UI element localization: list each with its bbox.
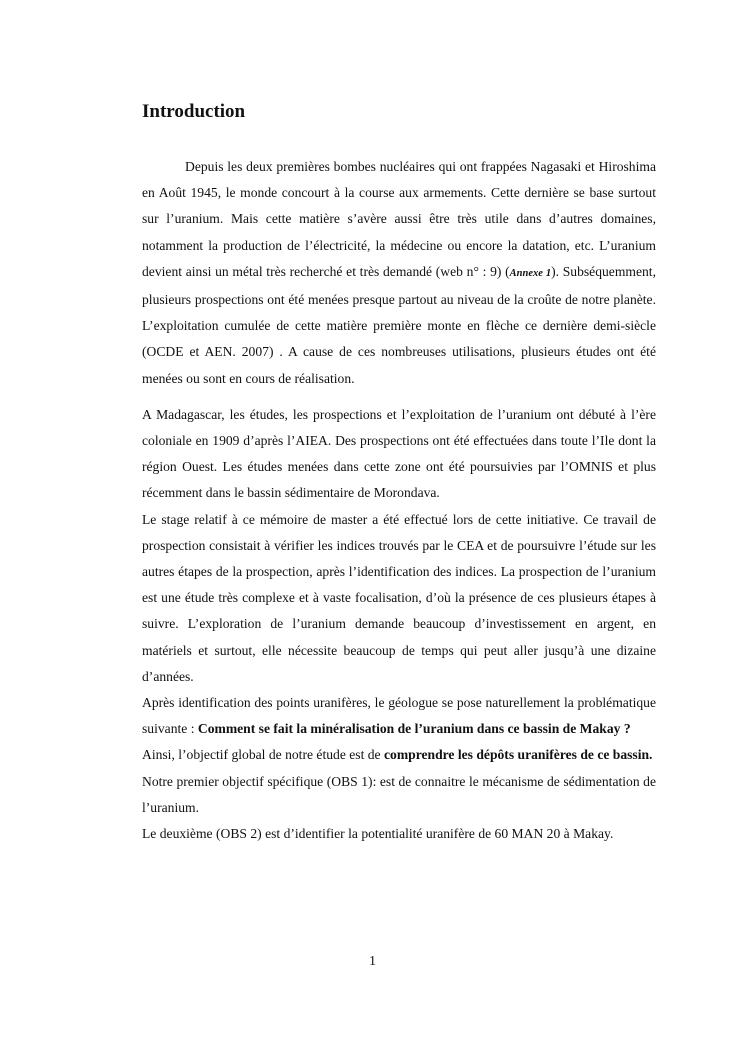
objectif-global-text: Ainsi, l’objectif global de notre étude est de	[142, 747, 384, 763]
paragraph-objectif-global	[142, 742, 656, 768]
page-number: 1	[369, 954, 376, 969]
section-heading: Introduction	[142, 101, 246, 122]
paragraph-intro-text-1: Depuis les deux premières bombes nucléaires qui ont frappées Nagasaki et Hiroshima en Août 1945, le monde concourt à la course aux armements. Cette dernière se base surtout sur l’uranium. Mais cette matière s’avère aussi être très utile dans d’autres domaines, notamment la production de l’électricité, la médecine ou encore la datation, etc. L’uranium devient ainsi un métal très recherché et très demandé (web n° : 9) (	[142, 159, 656, 279]
paragraph-intro	[142, 154, 656, 392]
problematique-text: Après identification des points uranifères, le géologue se pose naturellement la problématique suivante :	[142, 695, 656, 737]
problematique-question: Comment se fait la minéralisation de l’uranium dans ce bassin de Makay ?	[197, 721, 631, 737]
paragraph-intro-text-2: ). Subséquemment, plusieurs prospections ont été menées presque partout au niveau de la croûte de notre planète. L’exploitation cumulée de cette matière première monte en flèche ce dernière demi-siècle (OCDE et AEN. 2007) . A cause de ces nombreuses utilisations, plusieurs études ont été menées ou sont en cours de réalisation.	[142, 263, 656, 386]
objectif-global-bold: comprendre les dépôts uranifères de ce bassin.	[383, 747, 653, 763]
paragraph-madagascar: A Madagascar, les études, les prospections et l’exploitation de l’uranium ont débuté à l’ère coloniale en 1909 d’après l’AIEA. Des prospections ont été effectuées dans toute l’Ile dont la région Ouest. Les études menées dans cette zone ont été poursuivies par l’OMNIS et plus récemment dans le bassin sédimentaire de Morondava.	[142, 406, 656, 501]
paragraph-stage: Le stage relatif à ce mémoire de master a été effectué lors de cette initiative. Ce travail de prospection consistait à vérifier les indices trouvés par le CEA et de poursuivre l’étude sur les autres étapes de la prospection, après l’identification des indices. La prospection de l’uranium est une étude très complexe et à vaste focalisation, d’où la présence de ces plusieurs étapes à suivre. L’exploration de l’uranium demande beaucoup d’investissement en argent, en matériels et surtout, elle nécessite beaucoup de temps qui peut aller jusqu’à une dizaine d’années.	[142, 511, 656, 684]
paragraph-obs1: Notre premier objectif spécifique (OBS 1): est de connaitre le mécanisme de sédimentation de l’uranium.	[142, 773, 656, 815]
body-text	[142, 154, 656, 847]
paragraph-problematique	[142, 690, 656, 742]
annexe-reference: Annexe 1	[509, 267, 552, 279]
paragraph-obs2: Le deuxième (OBS 2) est d’identifier la potentialité uranifère de 60 MAN 20 à Makay.	[142, 826, 614, 842]
